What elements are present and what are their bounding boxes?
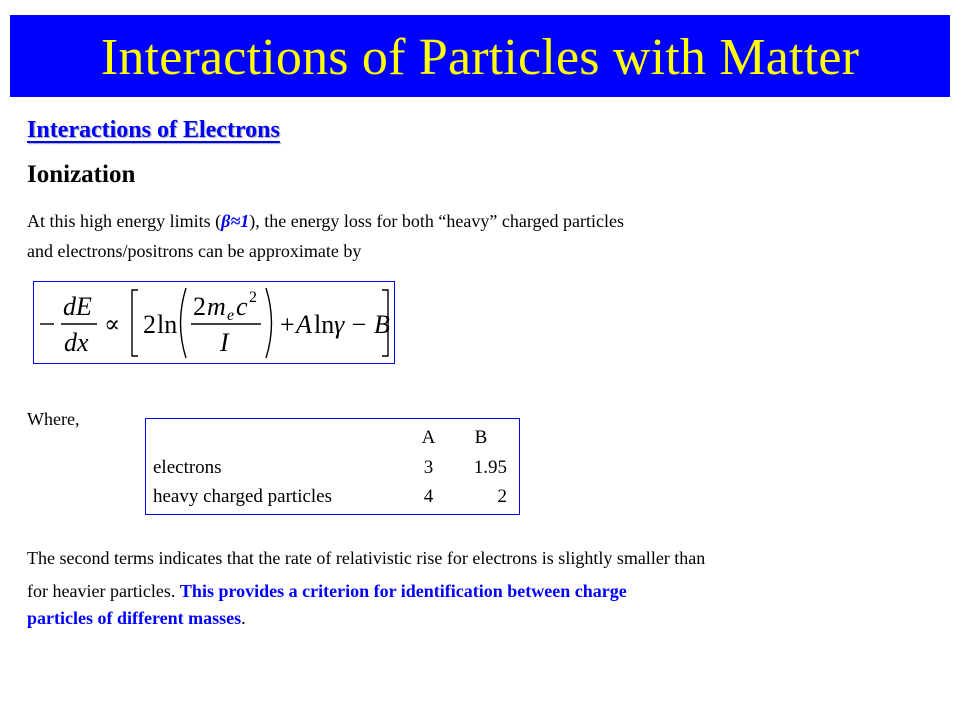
table-header-a: A	[421, 427, 436, 448]
conclusion-plain: for heavier particles.	[27, 581, 180, 601]
formula-ln-1: ln	[157, 310, 178, 339]
formula-ln-2: ln	[314, 310, 335, 339]
formula-gamma: γ	[334, 310, 345, 339]
table-cell-b: 1.95	[473, 457, 507, 478]
beta-approx: β≈1	[221, 211, 250, 231]
formula-dE: dE	[63, 292, 92, 321]
formula-num-m: m	[207, 292, 226, 321]
formula-A: A	[296, 310, 312, 339]
formula-num-c: c	[236, 292, 248, 321]
formula-svg	[34, 282, 394, 363]
slide-title: Interactions of Particles with Matter	[100, 29, 860, 86]
conclusion-highlight-1: This provides a criterion for identification between charge	[179, 581, 627, 601]
formula-left-paren	[181, 288, 187, 358]
conclusion-period: .	[241, 608, 246, 628]
conclusion-line-2	[27, 576, 627, 606]
subheading: Ionization	[27, 161, 136, 188]
formula-den-I: I	[220, 328, 229, 357]
conclusion-line-1: The second terms indicates that the rate of relativistic rise for electrons is slightly smaller than	[27, 548, 706, 568]
table-cell-name: heavy charged particles	[153, 486, 333, 507]
formula-plus: +	[280, 310, 295, 339]
intro-text-end: ), the energy loss for both “heavy” charged particles	[249, 211, 624, 231]
conclusion-highlight-2: particles of different masses	[27, 608, 242, 628]
table-row	[146, 482, 519, 512]
table-cell-name: electrons	[153, 457, 222, 478]
formula-left-bracket	[132, 290, 138, 356]
conclusion-line-3	[27, 603, 246, 633]
intro-line-2: and electrons/positrons can be approximate by	[27, 241, 362, 261]
title-bar	[10, 15, 950, 97]
formula-proportional: ∝	[104, 312, 121, 338]
formula-minus-B: − B	[350, 310, 390, 339]
intro-paragraph	[27, 206, 624, 266]
intro-text-start: At this high energy limits (	[27, 211, 222, 231]
table-header-row	[146, 423, 519, 453]
where-label: Where,	[27, 409, 80, 429]
energy-loss-formula	[33, 281, 395, 364]
formula-dx: dx	[64, 328, 89, 357]
table-cell-b: 2	[497, 486, 507, 507]
table-cell-a: 3	[423, 457, 434, 478]
formula-num-sub-e: e	[227, 307, 235, 324]
table-cell-a: 4	[423, 486, 434, 507]
section-heading: Interactions of Electrons	[27, 117, 280, 143]
formula-num-two: 2	[193, 292, 206, 321]
formula-right-paren	[266, 288, 272, 358]
table-header-b: B	[474, 427, 488, 448]
table-row	[146, 453, 519, 483]
formula-two: 2	[143, 310, 156, 339]
coefficient-table	[145, 418, 520, 515]
formula-num-sup-2: 2	[249, 289, 257, 306]
